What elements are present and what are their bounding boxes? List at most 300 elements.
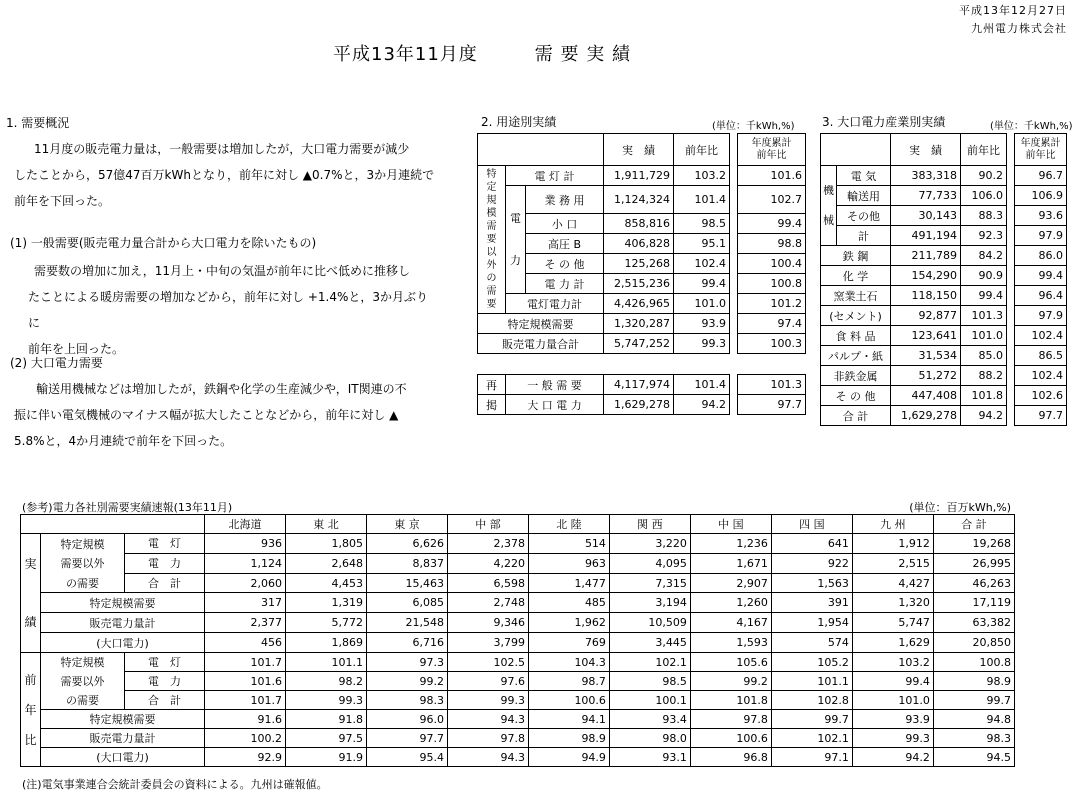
gap-cell <box>730 395 738 415</box>
value-cell: 574 <box>771 633 852 653</box>
value-cell: 2,515 <box>852 553 933 573</box>
table-row <box>21 534 1015 554</box>
value-cell: 1,954 <box>771 613 852 633</box>
yoy-value: 94.2 <box>961 406 1007 426</box>
ytd-value: 102.4 <box>1015 366 1067 386</box>
actual-value: 4,426,965 <box>604 294 674 314</box>
value-cell: 94.8 <box>933 710 1014 729</box>
table-row <box>21 653 1015 672</box>
header-blank <box>21 515 205 534</box>
actual-section <box>21 534 1015 653</box>
actual-value: 491,194 <box>891 226 961 246</box>
yoy-value: 93.9 <box>674 314 730 334</box>
value-cell: 102.8 <box>771 691 852 710</box>
value-cell: 7,315 <box>609 573 690 593</box>
value-cell: 6,716 <box>366 633 447 653</box>
table-row <box>21 672 1015 691</box>
row-label: 小 口 <box>526 214 604 234</box>
actual-value: 154,290 <box>891 266 961 286</box>
value-cell: 100.2 <box>205 729 286 748</box>
value-cell: 99.3 <box>286 691 367 710</box>
restated-label-char: 再 <box>478 375 506 395</box>
value-cell: 93.1 <box>609 748 690 767</box>
gap-cell <box>730 294 738 314</box>
value-cell: 26,995 <box>933 553 1014 573</box>
category-label: の需要 <box>41 573 125 593</box>
table-row <box>21 613 1015 633</box>
row-label: 一 般 需 要 <box>506 375 604 395</box>
value-cell: 94.1 <box>528 710 609 729</box>
row-label: そ の 他 <box>821 386 891 406</box>
col-header-ytd: 年度累計 前年比 <box>1015 134 1067 166</box>
value-cell: 101.7 <box>205 653 286 672</box>
company-header: 東 京 <box>366 515 447 534</box>
company-name: 九州電力株式会社 <box>971 22 1067 35</box>
table-row <box>21 729 1015 748</box>
actual-value: 31,534 <box>891 346 961 366</box>
actual-value: 1,320,287 <box>604 314 674 334</box>
value-cell: 4,453 <box>286 573 367 593</box>
value-cell: 99.3 <box>852 729 933 748</box>
table-row <box>21 710 1015 729</box>
gap-cell <box>1007 166 1015 186</box>
ytd-value: 93.6 <box>1015 206 1067 226</box>
yoy-value: 88.3 <box>961 206 1007 226</box>
row-label: 特定規模需要 <box>41 593 205 613</box>
row-label: 電 力 計 <box>526 274 604 294</box>
value-cell: 96.0 <box>366 710 447 729</box>
company-header: 関 西 <box>609 515 690 534</box>
row-label: 販売電力量計 <box>41 729 205 748</box>
row-label: 電 力 <box>125 672 205 691</box>
value-cell: 1,962 <box>528 613 609 633</box>
value-cell: 922 <box>771 553 852 573</box>
value-cell: 101.0 <box>852 691 933 710</box>
table-row <box>21 573 1015 593</box>
side-label-char: 比 <box>24 732 37 747</box>
actual-value: 77,733 <box>891 186 961 206</box>
intro-line: 11月度の販売電力量は，一般需要は増加したが，大口電力需要が減少 <box>34 142 410 156</box>
value-cell: 46,263 <box>933 573 1014 593</box>
row-label: 販売電力量計 <box>41 613 205 633</box>
yoy-value: 92.3 <box>961 226 1007 246</box>
row-label: 電 灯 <box>125 534 205 554</box>
value-cell: 101.7 <box>205 691 286 710</box>
company-table <box>20 514 1015 767</box>
ytd-value: 96.4 <box>1015 286 1067 306</box>
value-cell: 21,548 <box>366 613 447 633</box>
row-label: 販売電力量合計 <box>478 334 604 354</box>
value-cell: 1,629 <box>852 633 933 653</box>
row-label: (大口電力) <box>41 633 205 653</box>
row-label: 計 <box>837 226 891 246</box>
value-cell: 101.6 <box>205 672 286 691</box>
value-cell: 6,626 <box>366 534 447 554</box>
value-cell: 4,167 <box>690 613 771 633</box>
ytd-value: 97.4 <box>738 314 806 334</box>
side-label-char: 実 <box>24 557 37 571</box>
company-header: 中 部 <box>447 515 528 534</box>
side-label-char: 年 <box>24 702 37 717</box>
value-cell: 19,268 <box>933 534 1014 554</box>
value-cell: 102.1 <box>771 729 852 748</box>
col-header-actual: 実 績 <box>604 134 674 166</box>
value-cell: 102.1 <box>609 653 690 672</box>
value-cell: 98.3 <box>366 691 447 710</box>
row-label: 窯業土石 <box>821 286 891 306</box>
value-cell: 98.7 <box>528 672 609 691</box>
value-cell: 100.8 <box>933 653 1014 672</box>
actual-value: 5,747,252 <box>604 334 674 354</box>
value-cell: 456 <box>205 633 286 653</box>
bottom-unit: (単位：百万kWh,%) <box>909 501 1011 514</box>
ytd-value: 102.4 <box>1015 326 1067 346</box>
value-cell: 10,509 <box>609 613 690 633</box>
value-cell: 97.5 <box>286 729 367 748</box>
value-cell: 99.2 <box>690 672 771 691</box>
page-title: 平成13年11月度 需 要 実 績 <box>333 44 631 65</box>
value-cell: 101.1 <box>771 672 852 691</box>
row-label: (大口電力) <box>41 748 205 767</box>
col-header-yoy: 前年比 <box>961 134 1007 166</box>
value-cell: 485 <box>528 593 609 613</box>
table-row <box>21 553 1015 573</box>
sub1-line: 需要数の増加に加え，11月上・中旬の気温が前年に比べ低めに推移し <box>34 264 410 278</box>
value-cell: 2,378 <box>447 534 528 554</box>
ytd-value: 100.3 <box>738 334 806 354</box>
row-label: 電 灯 <box>125 653 205 672</box>
actual-value: 123,641 <box>891 326 961 346</box>
intro-line: 前年を下回った。 <box>14 194 111 208</box>
value-cell: 104.3 <box>528 653 609 672</box>
side-label-char: 前 <box>24 672 37 687</box>
actual-value: 383,318 <box>891 166 961 186</box>
ytd-value: 100.4 <box>738 254 806 274</box>
value-cell: 1,912 <box>852 534 933 554</box>
category-label: 特定規模 <box>41 653 125 672</box>
value-cell: 94.3 <box>447 710 528 729</box>
row-label: 大 口 電 力 <box>506 395 604 415</box>
row-label: 高圧 B <box>526 234 604 254</box>
actual-value: 211,789 <box>891 246 961 266</box>
company-header: 合 計 <box>933 515 1014 534</box>
value-cell: 4,095 <box>609 553 690 573</box>
value-cell: 94.2 <box>852 748 933 767</box>
row-label: 合 計 <box>125 691 205 710</box>
industry-table <box>820 133 1067 426</box>
value-cell: 91.9 <box>286 748 367 767</box>
company-header: 九 州 <box>852 515 933 534</box>
restated-label-char: 掲 <box>478 395 506 415</box>
gap-cell <box>1007 206 1015 226</box>
sub2-line: 5.8%と，4か月連続で前年を下回った。 <box>14 434 233 448</box>
value-cell: 105.2 <box>771 653 852 672</box>
sub2-line: 振に伴い電気機械のマイナス幅が拡大したことなどから，前年に対し ▲ <box>14 408 399 422</box>
value-cell: 105.6 <box>690 653 771 672</box>
value-cell: 97.3 <box>366 653 447 672</box>
yoy-value: 90.2 <box>961 166 1007 186</box>
sub1-heading: (1) 一般需要(販売電力量合計から大口電力を除いたもの) <box>10 236 317 250</box>
table-row <box>21 691 1015 710</box>
ytd-value: 99.4 <box>738 214 806 234</box>
gap-cell <box>730 334 738 354</box>
header-blank <box>478 134 604 166</box>
value-cell: 99.4 <box>852 672 933 691</box>
value-cell: 91.6 <box>205 710 286 729</box>
company-header: 北 陸 <box>528 515 609 534</box>
value-cell: 2,377 <box>205 613 286 633</box>
yoy-value: 95.1 <box>674 234 730 254</box>
row-label: 特定規模需要 <box>41 710 205 729</box>
group-label-nonspecific: 特定規模需要以外の需要 <box>478 166 506 314</box>
value-cell: 5,747 <box>852 613 933 633</box>
value-cell: 6,598 <box>447 573 528 593</box>
actual-value: 1,629,278 <box>604 395 674 415</box>
value-cell: 97.6 <box>447 672 528 691</box>
ytd-value: 101.6 <box>738 166 806 186</box>
value-cell: 9,346 <box>447 613 528 633</box>
sub2-heading: (2) 大口電力需要 <box>10 356 103 370</box>
col-header-actual: 実 績 <box>891 134 961 166</box>
value-cell: 963 <box>528 553 609 573</box>
row-label: 特定規模需要 <box>478 314 604 334</box>
usage-table <box>477 133 806 354</box>
yoy-value: 101.4 <box>674 186 730 214</box>
category-label: 需要以外 <box>41 672 125 691</box>
yoy-value: 101.0 <box>674 294 730 314</box>
gap-cell <box>1007 346 1015 366</box>
sub2-line: 輸送用機械などは増加したが，鉄鋼や化学の生産減少や，IT関連の不 <box>36 382 407 396</box>
value-cell: 514 <box>528 534 609 554</box>
actual-value: 125,268 <box>604 254 674 274</box>
value-cell: 101.1 <box>286 653 367 672</box>
ytd-value: 100.8 <box>738 274 806 294</box>
value-cell: 99.7 <box>771 710 852 729</box>
gap-cell <box>1007 286 1015 306</box>
value-cell: 3,445 <box>609 633 690 653</box>
gap-cell <box>1007 266 1015 286</box>
gap-cell <box>730 166 738 186</box>
gap-cell <box>730 134 738 166</box>
value-cell: 1,477 <box>528 573 609 593</box>
value-cell: 2,060 <box>205 573 286 593</box>
gap-cell <box>1007 134 1015 166</box>
value-cell: 98.3 <box>933 729 1014 748</box>
value-cell: 1,320 <box>852 593 933 613</box>
value-cell: 98.0 <box>609 729 690 748</box>
row-label: 輸送用 <box>837 186 891 206</box>
intro-line: したことから，57億47百万kWhとなり，前年に対し ▲0.7%と，3か月連続で <box>14 168 435 182</box>
company-header: 四 国 <box>771 515 852 534</box>
table-row <box>21 748 1015 767</box>
side-label-char: 績 <box>24 615 37 629</box>
row-label: 業 務 用 <box>526 186 604 214</box>
yoy-value: 106.0 <box>961 186 1007 206</box>
value-cell: 99.3 <box>447 691 528 710</box>
actual-value: 92,877 <box>891 306 961 326</box>
gap-cell <box>1007 326 1015 346</box>
section2-unit: (単位：千kWh,%) <box>712 121 795 132</box>
bottom-caption: (参考)電力各社別需要実績速報(13年11月) <box>22 501 233 514</box>
value-cell: 2,748 <box>447 593 528 613</box>
value-cell: 4,427 <box>852 573 933 593</box>
value-cell: 1,671 <box>690 553 771 573</box>
value-cell: 15,463 <box>366 573 447 593</box>
value-cell: 95.4 <box>366 748 447 767</box>
actual-value: 2,515,236 <box>604 274 674 294</box>
value-cell: 99.2 <box>366 672 447 691</box>
yoy-value: 99.3 <box>674 334 730 354</box>
value-cell: 1,319 <box>286 593 367 613</box>
gap-cell <box>1007 226 1015 246</box>
yoy-value: 99.4 <box>674 274 730 294</box>
value-cell: 5,772 <box>286 613 367 633</box>
actual-value: 51,272 <box>891 366 961 386</box>
row-label: (セメント) <box>821 306 891 326</box>
row-label: 食 料 品 <box>821 326 891 346</box>
value-cell: 3,194 <box>609 593 690 613</box>
restated-table <box>477 374 806 415</box>
value-cell: 20,850 <box>933 633 1014 653</box>
category-label: の需要 <box>41 691 125 710</box>
yoy-value: 88.2 <box>961 366 1007 386</box>
yoy-section <box>21 653 1015 767</box>
value-cell: 3,220 <box>609 534 690 554</box>
ytd-value: 99.4 <box>1015 266 1067 286</box>
value-cell: 98.5 <box>609 672 690 691</box>
section3-heading: 3. 大口電力産業別実績 <box>822 115 946 129</box>
company-header: 北海道 <box>205 515 286 534</box>
row-label: その他 <box>837 206 891 226</box>
value-cell: 101.8 <box>690 691 771 710</box>
yoy-value: 90.9 <box>961 266 1007 286</box>
sub1-line: たことによる暖房需要の増加などから，前年に対し +1.4%と，3か月ぶりに <box>28 290 428 330</box>
value-cell: 1,124 <box>205 553 286 573</box>
footnote: (注)電気事業連合会統計委員会の資料による。九州は確報値。 <box>22 778 328 791</box>
ytd-value: 106.9 <box>1015 186 1067 206</box>
value-cell: 63,382 <box>933 613 1014 633</box>
value-cell: 93.4 <box>609 710 690 729</box>
ytd-value: 86.0 <box>1015 246 1067 266</box>
value-cell: 100.6 <box>690 729 771 748</box>
value-cell: 97.7 <box>366 729 447 748</box>
ytd-value: 97.9 <box>1015 226 1067 246</box>
yoy-value: 98.5 <box>674 214 730 234</box>
ytd-value: 97.7 <box>1015 406 1067 426</box>
row-label: 鉄 鋼 <box>821 246 891 266</box>
value-cell: 91.8 <box>286 710 367 729</box>
yoy-value: 101.0 <box>961 326 1007 346</box>
row-label: 電灯電力計 <box>506 294 604 314</box>
col-header-ytd: 年度累計 前年比 <box>738 134 806 166</box>
value-cell: 100.6 <box>528 691 609 710</box>
sub2-body <box>6 376 446 454</box>
sub1-body <box>6 258 436 362</box>
gap-cell <box>1007 386 1015 406</box>
value-cell: 317 <box>205 593 286 613</box>
row-label: パルプ・紙 <box>821 346 891 366</box>
actual-value: 447,408 <box>891 386 961 406</box>
row-label: 合 計 <box>125 573 205 593</box>
row-label: 合 計 <box>821 406 891 426</box>
gap-cell <box>730 214 738 234</box>
gap-cell <box>1007 306 1015 326</box>
yoy-value: 85.0 <box>961 346 1007 366</box>
ytd-value: 101.2 <box>738 294 806 314</box>
actual-value: 4,117,974 <box>604 375 674 395</box>
value-cell: 6,085 <box>366 593 447 613</box>
value-cell: 94.9 <box>528 748 609 767</box>
ytd-value: 101.3 <box>738 375 806 395</box>
actual-value: 30,143 <box>891 206 961 226</box>
machinery-label <box>821 166 837 246</box>
machinery-label-char: 械 <box>823 213 834 227</box>
value-cell: 94.5 <box>933 748 1014 767</box>
value-cell: 936 <box>205 534 286 554</box>
actual-value: 1,124,324 <box>604 186 674 214</box>
value-cell: 98.2 <box>286 672 367 691</box>
yoy-value: 101.3 <box>961 306 1007 326</box>
ytd-value: 97.7 <box>738 395 806 415</box>
value-cell: 391 <box>771 593 852 613</box>
value-cell: 4,220 <box>447 553 528 573</box>
value-cell: 2,907 <box>690 573 771 593</box>
yoy-value: 99.4 <box>961 286 1007 306</box>
row-label: そ の 他 <box>526 254 604 274</box>
value-cell: 93.9 <box>852 710 933 729</box>
power-label <box>506 186 526 294</box>
value-cell: 3,799 <box>447 633 528 653</box>
yoy-value: 103.2 <box>674 166 730 186</box>
value-cell: 1,805 <box>286 534 367 554</box>
col-header-yoy: 前年比 <box>674 134 730 166</box>
value-cell: 102.5 <box>447 653 528 672</box>
value-cell: 1,236 <box>690 534 771 554</box>
section3-unit: (単位：千kWh,%) <box>990 121 1073 132</box>
section1-heading: 1. 需要概況 <box>6 116 70 130</box>
gap-cell <box>1007 406 1015 426</box>
gap-cell <box>1007 186 1015 206</box>
value-cell: 8,837 <box>366 553 447 573</box>
section-side-label <box>21 653 41 767</box>
yoy-value: 84.2 <box>961 246 1007 266</box>
ytd-value: 98.8 <box>738 234 806 254</box>
category-label: 特定規模 <box>41 534 125 554</box>
gap-cell <box>1007 246 1015 266</box>
row-label: 電 気 <box>837 166 891 186</box>
company-header: 中 国 <box>690 515 771 534</box>
actual-value: 858,816 <box>604 214 674 234</box>
actual-value: 1,629,278 <box>891 406 961 426</box>
value-cell: 1,563 <box>771 573 852 593</box>
gap-cell <box>730 234 738 254</box>
report-date: 平成13年12月27日 <box>959 4 1067 17</box>
header-blank <box>821 134 891 166</box>
value-cell: 96.8 <box>690 748 771 767</box>
value-cell: 97.8 <box>690 710 771 729</box>
gap-cell <box>730 254 738 274</box>
sub1-line: 前年を上回った。 <box>28 342 125 356</box>
gap-cell <box>730 186 738 214</box>
machinery-label-char: 機 <box>823 183 834 197</box>
ytd-value: 102.7 <box>738 186 806 214</box>
section1-intro <box>6 136 436 214</box>
value-cell: 97.8 <box>447 729 528 748</box>
section-side-label <box>21 534 41 653</box>
yoy-value: 101.8 <box>961 386 1007 406</box>
table-row <box>21 593 1015 613</box>
value-cell: 641 <box>771 534 852 554</box>
